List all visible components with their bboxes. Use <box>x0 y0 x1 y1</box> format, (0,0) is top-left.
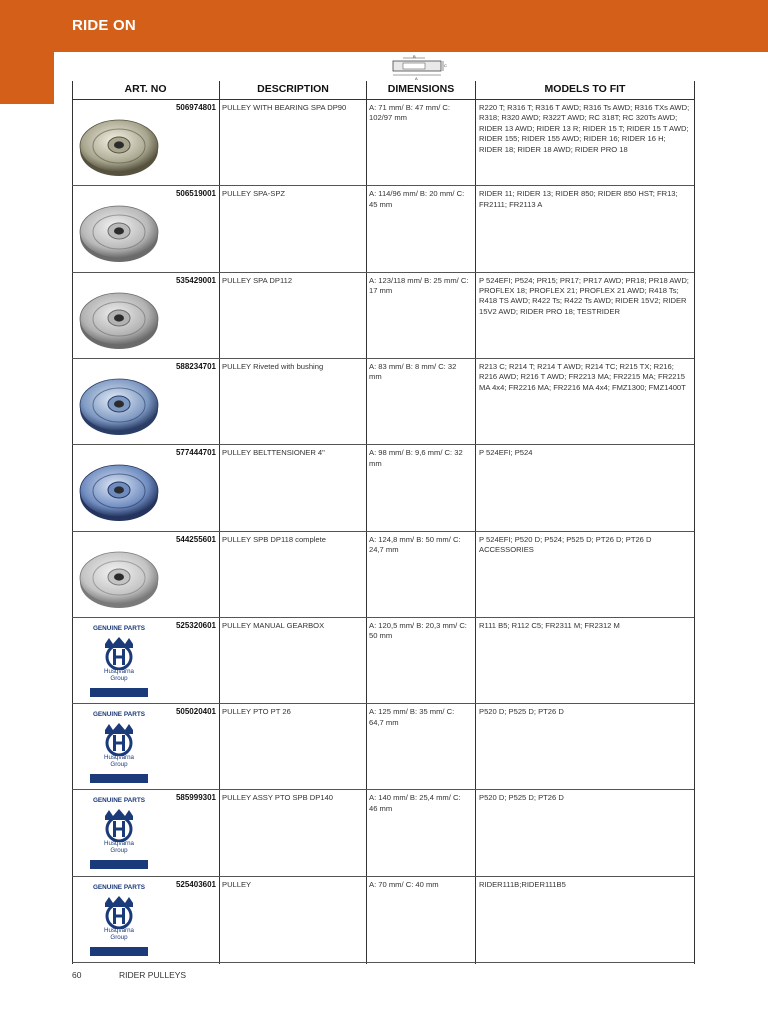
col-header-art-no: ART. NO <box>124 83 167 95</box>
pulley-image <box>76 110 162 180</box>
art-no-cell: 506519001 <box>175 189 216 199</box>
pulley-image <box>76 455 162 525</box>
art-no-cell: 525403601 <box>175 879 216 889</box>
genuine-parts-logo <box>86 711 152 787</box>
brand-strip <box>90 774 148 783</box>
description-cell: PULLEY SPA DP112 <box>222 275 293 285</box>
table-row <box>72 877 694 963</box>
pulley-image <box>76 196 162 266</box>
models-cell: RIDER111B;RIDER111B5 <box>479 879 566 889</box>
dimensions-cell: A: 114/96 mm/ B: 20 mm/ C: 45 mm <box>369 189 465 209</box>
table-row <box>72 790 694 876</box>
brand-name: Husqvarna Group <box>104 754 134 769</box>
brand-name: Husqvarna Group <box>104 840 134 855</box>
header-tab <box>0 52 54 104</box>
brand-name: Husqvarna Group <box>104 667 134 682</box>
dimensions-cell: A: 70 mm/ C: 40 mm <box>369 879 439 889</box>
description-cell: PULLEY <box>222 879 252 889</box>
brand-label: GENUINE PARTS <box>92 711 146 719</box>
art-no-cell: 525320601 <box>175 620 216 630</box>
table-row <box>72 100 694 186</box>
description-cell: PULLEY WITH BEARING SPA DP90 <box>222 103 347 112</box>
models-cell: P520 D; P525 D; PT26 D <box>479 707 564 717</box>
dimensions-cell: A: 124,8 mm/ B: 50 mm/ C: 24,7 mm <box>369 534 461 554</box>
brand-name: Husqvarna Group <box>104 926 134 941</box>
pulley-image <box>76 283 162 353</box>
description-cell: PULLEY BELTTENSIONER 4" <box>222 448 325 458</box>
dimensions-cell: A: 83 mm/ B: 8 mm/ C: 32 mm <box>369 361 457 382</box>
dimensions-cell: A: 120,5 mm/ B: 20,3 mm/ C: 50 mm <box>369 620 467 641</box>
page-title: RIDE ON <box>72 17 136 34</box>
col-header-dimensions: DIMENSIONS <box>387 83 455 95</box>
models-cell: R213 C; R214 T; R214 T AWD; R214 TC; R215 TX; R216; R216 AWD; R216 T AWD; FR2213 MA; FR2215 MA; FR2215 MA 4x4; FR2216 MA; FR2216 MA 4x4; FMZ1300; FMZ1400T <box>479 361 686 392</box>
table-row <box>72 273 694 359</box>
table-row <box>72 445 694 531</box>
brand-strip <box>90 860 148 869</box>
dimensions-cell: A: 123/118 mm/ B: 25 mm/ C: 17 mm <box>369 275 469 295</box>
dimensions-cell: A: 71 mm/ B: 47 mm/ C: 102/97 mm <box>369 103 451 123</box>
row-divider <box>72 962 694 963</box>
models-cell: P 524EFI; P524 <box>479 448 533 458</box>
genuine-parts-logo <box>86 625 152 701</box>
description-cell: PULLEY Riveted with bushing <box>222 361 324 371</box>
dim-label-b: B <box>413 55 416 59</box>
genuine-parts-logo <box>86 797 152 873</box>
description-cell: PULLEY PTO PT 26 <box>222 707 291 717</box>
col-header-models: MODELS TO FIT <box>544 83 626 95</box>
table-row <box>72 704 694 790</box>
models-cell: RIDER 11; RIDER 13; RIDER 850; RIDER 850 HST; FR13; FR2111; FR2113 A <box>479 189 678 209</box>
models-cell: P520 D; P525 D; PT26 D <box>479 793 564 803</box>
brand-strip <box>90 688 148 697</box>
brand-label: GENUINE PARTS <box>92 797 146 805</box>
models-cell: R220 T; R316 T; R316 T AWD; R316 Ts AWD; R316 TXs AWD; R318; R320 AWD; R322T AWD; RC 318T; RC 320Ts AWD; RIDER 13 AWD; RIDER 13 R; RIDER 15 T; RIDER 15 T AWD; RIDER 155; RIDER 155 AWD; RIDER 16; RIDER 16 H; RIDER 18; RIDER 18 AWD; RIDER PRO 18 <box>479 103 690 154</box>
header-bar <box>0 0 768 52</box>
table-row <box>72 618 694 704</box>
table-row <box>72 359 694 445</box>
dimensions-cell: A: 98 mm/ B: 9,6 mm/ C: 32 mm <box>369 448 463 468</box>
art-no-cell: 588234701 <box>175 361 216 371</box>
col-header-description: DESCRIPTION <box>257 83 329 95</box>
table-row <box>72 186 694 272</box>
art-no-cell: 544255601 <box>175 534 216 544</box>
art-no-cell: 535429001 <box>175 275 216 285</box>
brand-label: GENUINE PARTS <box>92 624 146 632</box>
table-row <box>72 532 694 618</box>
dim-label-a: A <box>415 76 418 81</box>
footer-section: RIDER PULLEYS <box>119 970 187 980</box>
table-border-right <box>694 81 695 964</box>
description-cell: PULLEY ASSY PTO SPB DP140 <box>222 793 334 803</box>
description-cell: PULLEY SPB DP118 complete <box>222 534 326 544</box>
description-cell: PULLEY MANUAL GEARBOX <box>222 620 325 630</box>
dimensions-cell: A: 125 mm/ B: 35 mm/ C: 64,7 mm <box>369 707 455 727</box>
models-cell: R111 B5; R112 C5; FR2311 M; FR2312 M <box>479 620 620 630</box>
description-cell: PULLEY SPA-SPZ <box>222 189 286 199</box>
art-no-cell: 577444701 <box>175 448 216 458</box>
dimension-diagram <box>389 55 449 81</box>
dim-label-c: C <box>444 63 447 68</box>
brand-label: GENUINE PARTS <box>92 883 146 891</box>
dimensions-cell: A: 140 mm/ B: 25,4 mm/ C: 46 mm <box>369 793 461 813</box>
art-no-cell: 585999301 <box>175 793 216 803</box>
art-no-cell: 505020401 <box>175 707 216 717</box>
brand-strip <box>90 947 148 956</box>
models-cell: P 524EFI; P524; PR15; PR17; PR17 AWD; PR18; PR18 AWD; PROFLEX 18; PROFLEX 21; PROFLEX 21 AWD; R418 Ts; R418 TS AWD; R422 Ts; R422 Ts AWD; RIDER 15V2; RIDER 15V2 AWD; RIDER PRO 18; TESTRIDER <box>479 275 689 316</box>
art-no-cell: 506974801 <box>175 103 216 112</box>
pulley-image <box>76 369 162 439</box>
genuine-parts-logo <box>86 884 152 960</box>
models-cell: P 524EFI; P520 D; P524; P525 D; PT26 D; PT26 D ACCESSORIES <box>479 534 652 554</box>
pulley-image <box>76 542 162 612</box>
page-number: 60 <box>72 970 82 980</box>
